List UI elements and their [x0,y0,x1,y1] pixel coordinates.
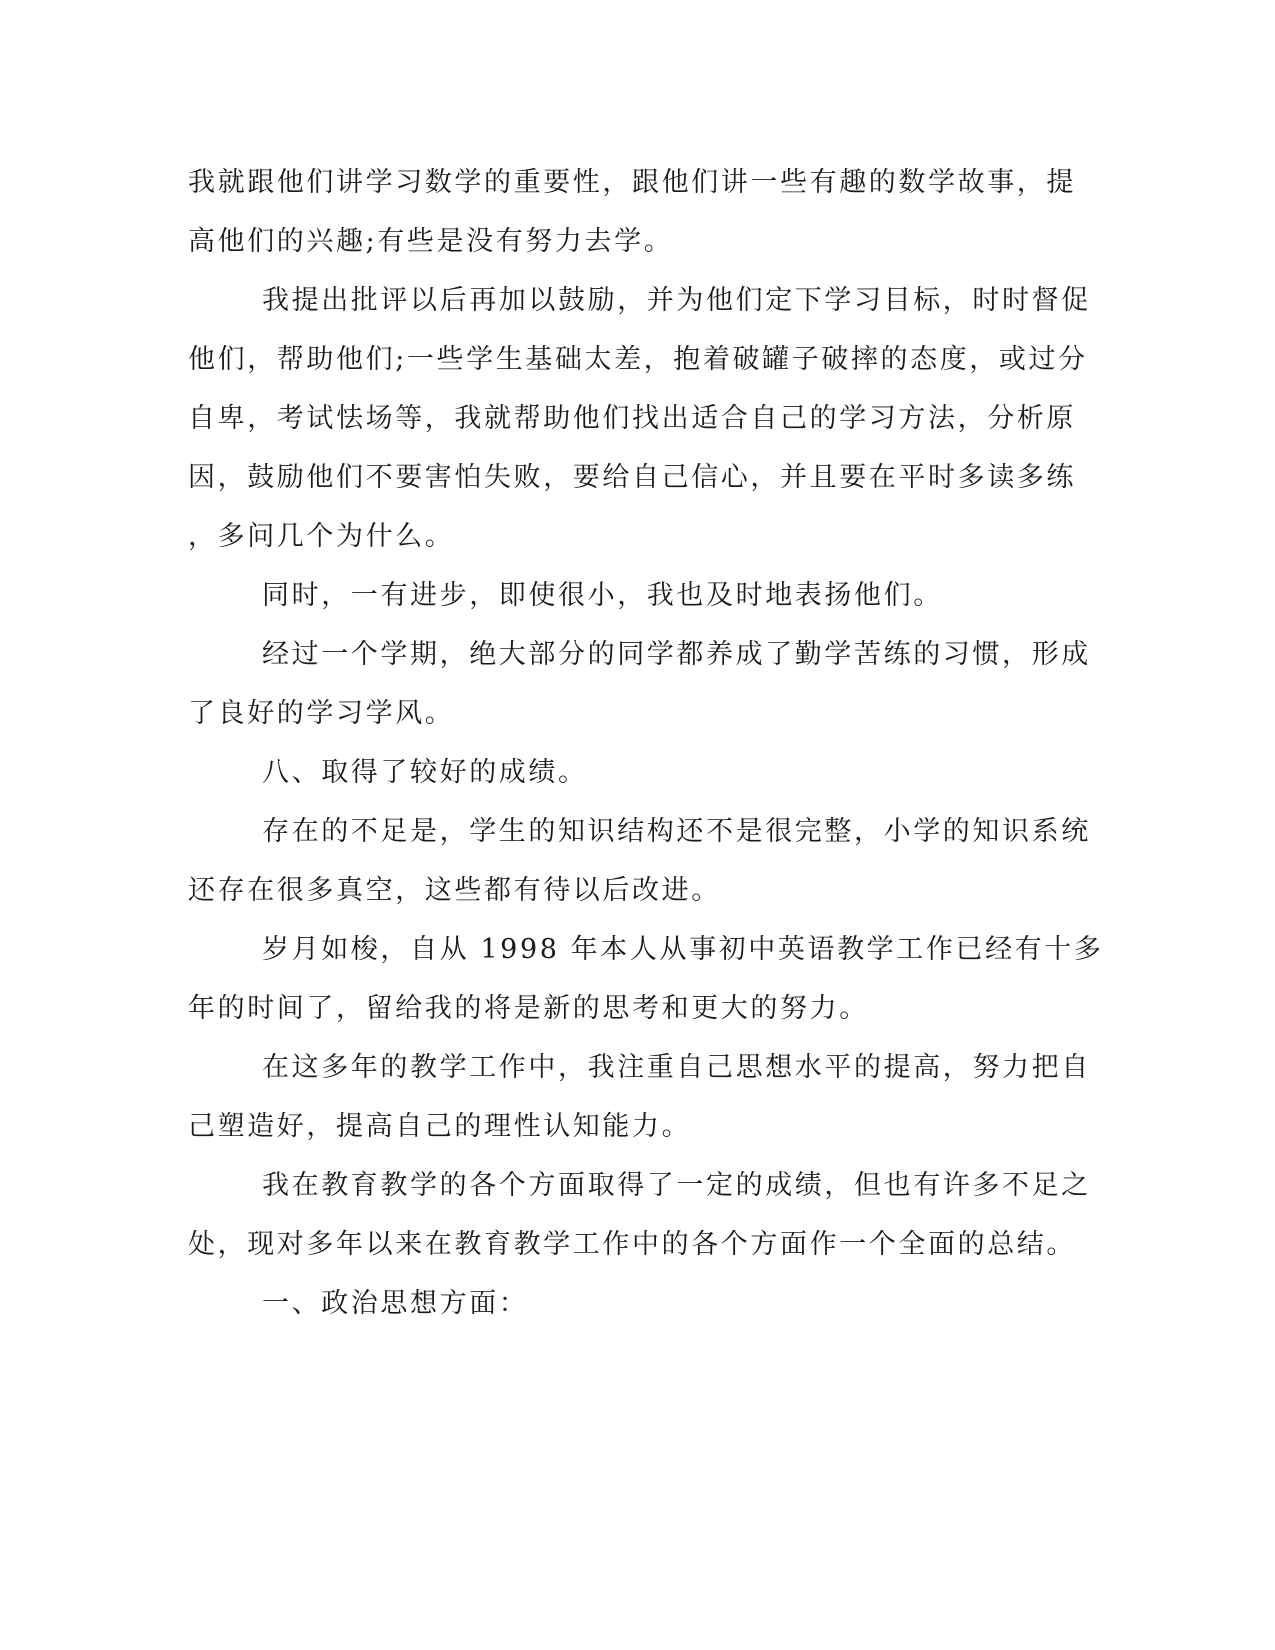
paragraph-start-line: 我在教育教学的各个方面取得了一定的成绩，但也有许多不足之 [262,1170,1091,1201]
text-line: 年的时间了，留给我的将是新的思考和更大的努力。 [188,993,869,1024]
paragraph-start-line: 我提出批评以后再加以鼓励，并为他们定下学习目标，时时督促 [262,285,1091,316]
text-line: 还存在很多真空，这些都有待以后改进。 [188,875,721,906]
paragraph-start-line: 存在的不足是，学生的知识结构还不是很完整，小学的知识系统 [262,816,1091,847]
text-line: 了良好的学习学风。 [188,698,455,729]
text-line: 他们，帮助他们;一些学生基础太差，抱着破罐子破摔的态度，或过分 [188,344,1088,375]
paragraph-start-line: 经过一个学期，绝大部分的同学都养成了勤学苦练的习惯，形成 [262,639,1091,670]
section-heading: 一、政治思想方面： [262,1288,529,1319]
text-line: 自卑，考试怯场等，我就帮助他们找出适合自己的学习方法，分析原 [188,403,1076,434]
text-line: ，多问几个为什么。 [188,521,455,552]
text-line: 己塑造好，提高自己的理性认知能力。 [188,1111,692,1142]
paragraph-start-line: 同时，一有进步，即使很小，我也及时地表扬他们。 [262,580,943,611]
text-line: 处，现对多年以来在教育教学工作中的各个方面作一个全面的总结。 [188,1229,1076,1260]
text-line: 我就跟他们讲学习数学的重要性，跟他们讲一些有趣的数学故事，提 [188,167,1076,198]
text-line: 因，鼓励他们不要害怕失败，要给自己信心，并且要在平时多读多练 [188,462,1076,493]
paragraph-start-line: 岁月如梭，自从 1998 年本人从事初中英语教学工作已经有十多 [262,934,1104,965]
section-heading: 八、取得了较好的成绩。 [262,757,588,788]
text-line: 高他们的兴趣;有些是没有努力去学。 [188,226,674,257]
paragraph-start-line: 在这多年的教学工作中，我注重自己思想水平的提高，努力把自 [262,1052,1091,1083]
